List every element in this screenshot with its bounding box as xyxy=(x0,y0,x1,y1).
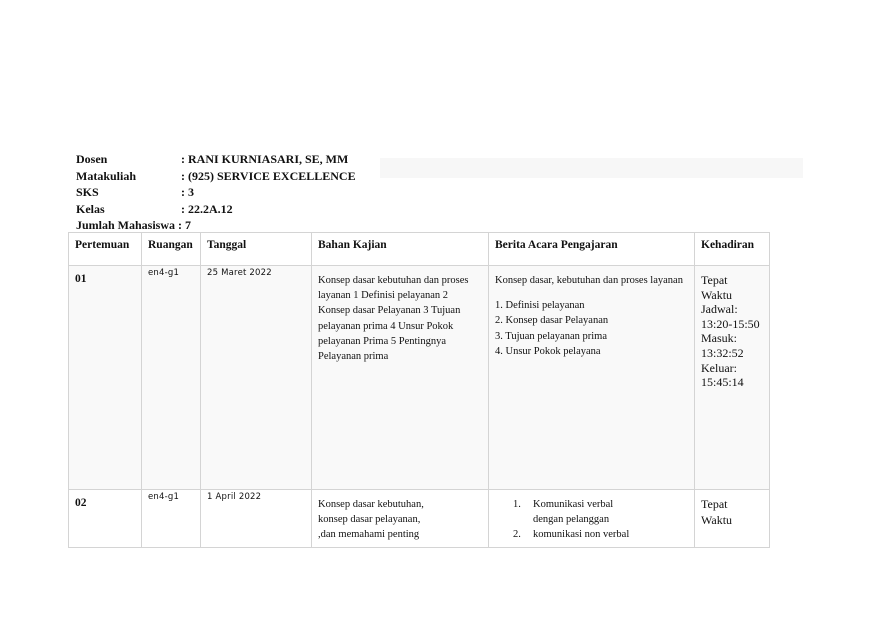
col-header-ruangan: Ruangan xyxy=(142,233,201,266)
room-code: en4-g1 xyxy=(148,492,180,502)
info-label: Dosen xyxy=(76,152,108,166)
material-line: konsep dasar pelayanan, xyxy=(318,514,421,525)
list-item-line: Komunikasi verbal xyxy=(533,499,614,510)
cell-pertemuan xyxy=(69,266,142,490)
cell-bahan-kajian xyxy=(312,266,489,490)
attendance-line: 15:45:14 xyxy=(701,375,744,390)
attendance-line: Masuk: xyxy=(701,331,737,346)
info-value: : 22.2A.12 xyxy=(181,201,233,216)
material-line: ,dan memahami penting xyxy=(318,529,420,540)
meeting-date: 1 April 2022 xyxy=(207,492,262,502)
attendance-line: 13:32:52 xyxy=(701,345,744,360)
meeting-number: 01 xyxy=(75,273,87,285)
cell-kehadiran xyxy=(695,490,770,548)
info-row-sks xyxy=(76,184,356,201)
list-item xyxy=(513,527,688,542)
info-label: Jumlah Mahasiswa xyxy=(76,218,176,233)
cell-berita-acara xyxy=(489,266,695,490)
cell-pertemuan xyxy=(69,490,142,548)
cell-kehadiran xyxy=(695,266,770,490)
attendance-line: Tepat xyxy=(701,497,728,511)
info-row-kelas xyxy=(76,201,356,218)
cell-tanggal xyxy=(201,266,312,490)
info-label: Matakuliah xyxy=(76,168,137,183)
info-value: : 3 xyxy=(181,185,194,200)
attendance-line: Tepat xyxy=(701,273,728,287)
list-item: 2. Konsep dasar Pelayanan xyxy=(495,315,609,327)
list-item-line: komunikasi non verbal xyxy=(533,529,630,540)
cell-bahan-kajian xyxy=(312,490,489,548)
list-item: 4. Unsur Pokok pelayana xyxy=(495,345,601,357)
study-material: Konsep dasar kebutuhan dan proses layanan 1 Definisi pelayanan 2 Konsep dasar Pelayanan 3 Tujuan pelayanan prima 4 Unsur Pokok pelayanan Prima 5 Pentingnya Pelayanan prima xyxy=(318,275,469,363)
info-value: : 7 xyxy=(178,218,192,233)
col-header-tanggal: Tanggal xyxy=(201,233,312,266)
cell-tanggal xyxy=(201,490,312,548)
attendance-line: Keluar: xyxy=(701,360,737,375)
cell-ruangan xyxy=(142,266,201,490)
info-row-dosen xyxy=(76,151,356,168)
header-shade xyxy=(380,158,803,178)
attendance-line: Jadwal: xyxy=(701,302,738,317)
info-row-matakuliah xyxy=(76,168,356,185)
col-header-kehadiran: Kehadiran xyxy=(695,233,770,266)
info-value: : RANI KURNIASARI, SE, MM xyxy=(181,152,349,166)
teaching-report-list xyxy=(495,497,688,542)
teaching-report-list xyxy=(495,298,688,359)
course-info xyxy=(76,151,356,234)
attendance-table xyxy=(68,232,770,548)
info-label: Kelas xyxy=(76,201,105,216)
attendance-line: Waktu xyxy=(701,512,733,527)
table-row xyxy=(69,266,770,490)
cell-berita-acara xyxy=(489,490,695,548)
table-header-row xyxy=(69,233,770,266)
col-header-pertemuan: Pertemuan xyxy=(69,233,142,266)
study-material xyxy=(312,490,488,546)
list-item: 1. Definisi pelayanan xyxy=(495,300,585,312)
list-item-line: dengan pelanggan xyxy=(533,514,610,525)
list-item: 3. Tujuan pelayanan prima xyxy=(495,330,607,342)
col-header-bahan-kajian: Bahan Kajian xyxy=(312,233,489,266)
list-item xyxy=(513,497,688,527)
material-line: Konsep dasar kebutuhan, xyxy=(318,499,424,510)
info-value: : (925) SERVICE EXCELLENCE xyxy=(181,168,356,183)
attendance-line: Waktu xyxy=(701,287,733,302)
table-row xyxy=(69,490,770,548)
attendance-line: 13:20-15:50 xyxy=(701,316,760,331)
info-label: SKS xyxy=(76,185,99,200)
meeting-number: 02 xyxy=(75,497,87,509)
list-marker: 2. xyxy=(513,529,521,540)
cell-ruangan xyxy=(142,490,201,548)
room-code: en4-g1 xyxy=(148,268,180,278)
attendance-info xyxy=(695,266,769,394)
meeting-date: 25 Maret 2022 xyxy=(207,268,272,278)
list-marker: 1. xyxy=(513,499,521,510)
col-header-berita-acara: Berita Acara Pengajaran xyxy=(489,233,695,266)
teaching-report-intro: Konsep dasar, kebutuhan dan proses layanan xyxy=(495,275,683,286)
attendance-info xyxy=(695,490,769,532)
